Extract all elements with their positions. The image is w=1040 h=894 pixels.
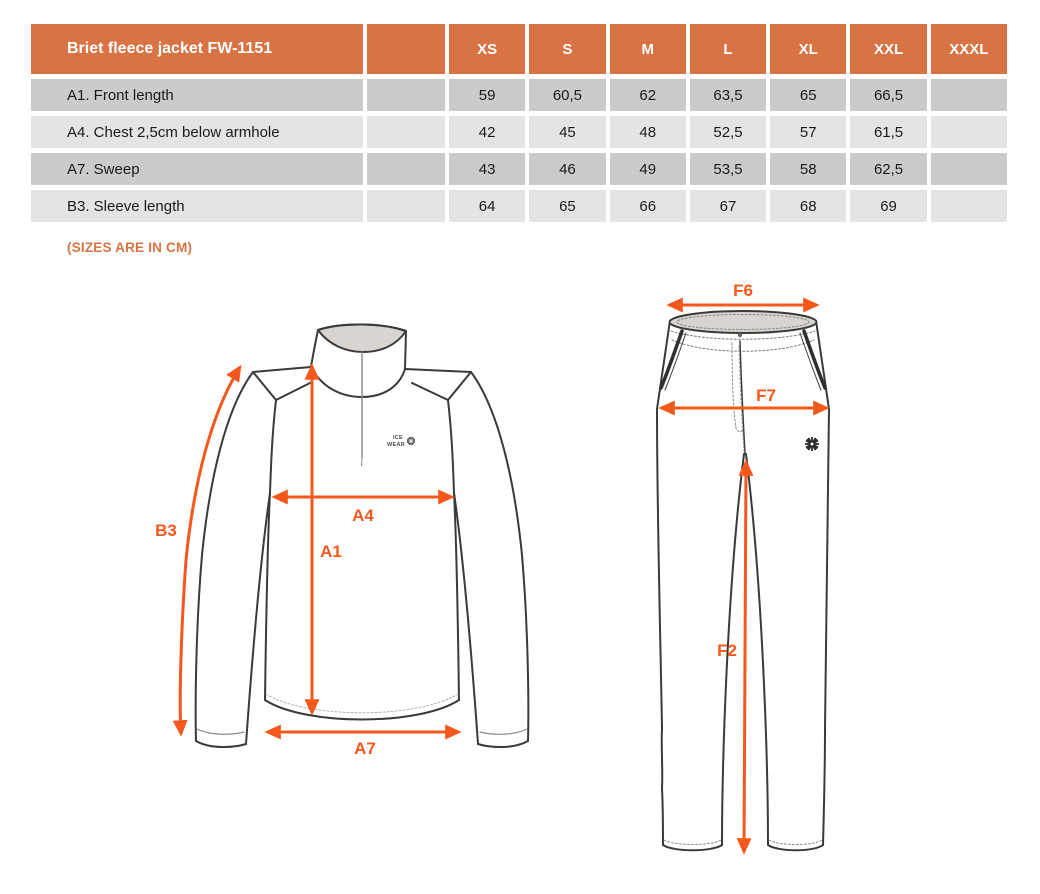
jacket-outline [196, 324, 529, 747]
size-header-xs: XS [449, 24, 525, 74]
jacket-right-cuff [478, 741, 528, 747]
size-header-m: M [610, 24, 686, 74]
jacket-a4-label: A4 [352, 506, 374, 525]
jacket-right-sleeve [471, 372, 528, 741]
value-cell: 52,5 [690, 116, 766, 148]
pants-f7-label: F7 [756, 386, 776, 405]
logo-text-line1: ICE [392, 435, 404, 441]
row-label: A7. Sweep [31, 153, 363, 185]
value-cell: 49 [610, 153, 686, 185]
value-cell: 59 [449, 79, 525, 111]
jacket-left-cuff [196, 741, 246, 747]
jacket-a1-label: A1 [320, 542, 342, 561]
table-row-front-length [31, 79, 1007, 111]
spacer-cell [367, 153, 445, 185]
logo-text-line2: WEAR [386, 442, 406, 448]
value-cell: 43 [449, 153, 525, 185]
pants-f2-arrow [744, 462, 746, 852]
value-cell [931, 190, 1007, 222]
value-cell: 63,5 [690, 79, 766, 111]
value-cell [931, 116, 1007, 148]
pants-waistband-stitch-bottom [672, 340, 814, 351]
jacket-hem-stitch [266, 694, 458, 713]
table-row-sweep [31, 153, 1007, 185]
value-cell: 61,5 [850, 116, 926, 148]
jacket-right-cuff-line [480, 729, 527, 734]
jacket-collar-inside [318, 324, 406, 352]
value-cell: 68 [770, 190, 846, 222]
table-row-sleeve-length [31, 190, 1007, 222]
spacer-cell [367, 79, 445, 111]
size-header-l: L [690, 24, 766, 74]
value-cell: 53,5 [690, 153, 766, 185]
jacket-right-raglan [448, 400, 454, 493]
jacket-left-cuff-line [197, 729, 244, 734]
row-label: A4. Chest 2,5cm below armhole [31, 116, 363, 148]
value-cell: 67 [690, 190, 766, 222]
jacket-left-sleeve [196, 372, 253, 741]
value-cell: 58 [770, 153, 846, 185]
pants-snowflake-icon [805, 437, 819, 451]
value-cell: 65 [770, 79, 846, 111]
jacket-left-raglan [270, 400, 276, 493]
pants-left-hem-stitch [664, 840, 721, 845]
value-cell: 66 [610, 190, 686, 222]
product-title: Briet fleece jacket FW-1151 [31, 24, 363, 74]
pants-center-seam [740, 341, 745, 454]
jacket-b3-label: B3 [155, 521, 177, 540]
value-cell: 64 [449, 190, 525, 222]
jacket-hem [265, 700, 459, 720]
pants-measurement-diagram [620, 278, 880, 878]
value-cell: 65 [529, 190, 605, 222]
pants-right-inseam [746, 454, 768, 845]
value-cell: 60,5 [529, 79, 605, 111]
jacket-a7-label: A7 [354, 739, 376, 758]
jacket-measurement-diagram [140, 300, 600, 780]
size-table-header-row [31, 24, 1007, 74]
pants-measure-arrows [661, 305, 827, 852]
row-label: B3. Sleeve length [31, 190, 363, 222]
value-cell: 69 [850, 190, 926, 222]
pants-f2-label: F2 [717, 641, 737, 660]
header-spacer-cell [367, 24, 445, 74]
value-cell: 48 [610, 116, 686, 148]
spacer-cell [367, 190, 445, 222]
value-cell: 42 [449, 116, 525, 148]
size-header-xl: XL [770, 24, 846, 74]
size-header-xxxl: XXXL [931, 24, 1007, 74]
pants-right-hem-stitch [769, 840, 822, 845]
jacket-right-yoke [412, 372, 471, 400]
value-cell [931, 79, 1007, 111]
sizes-unit-note: (SIZES ARE IN CM) [67, 240, 193, 255]
table-row-chest [31, 116, 1007, 148]
size-table [27, 19, 1011, 227]
value-cell: 62 [610, 79, 686, 111]
row-label: A1. Front length [31, 79, 363, 111]
size-header-xxl: XXL [850, 24, 926, 74]
pants-right-leg-outer [823, 409, 829, 845]
pants-f6-label: F6 [733, 281, 753, 300]
pants-left-hem [663, 845, 722, 850]
pants-left-leg-outer [657, 409, 663, 845]
jacket-b3-arrow [180, 367, 240, 734]
value-cell [931, 153, 1007, 185]
value-cell: 46 [529, 153, 605, 185]
size-header-s: S [529, 24, 605, 74]
jacket-left-shoulder [253, 367, 311, 372]
jacket-right-shoulder [405, 369, 471, 372]
value-cell: 57 [770, 116, 846, 148]
value-cell: 45 [529, 116, 605, 148]
spacer-cell [367, 116, 445, 148]
value-cell: 62,5 [850, 153, 926, 185]
jacket-chest-logo [387, 435, 415, 448]
value-cell: 66,5 [850, 79, 926, 111]
jacket-zipper-pull [362, 458, 363, 466]
pants-button [738, 333, 742, 337]
jacket-left-yoke [253, 372, 312, 400]
pants-right-hem [768, 845, 823, 850]
